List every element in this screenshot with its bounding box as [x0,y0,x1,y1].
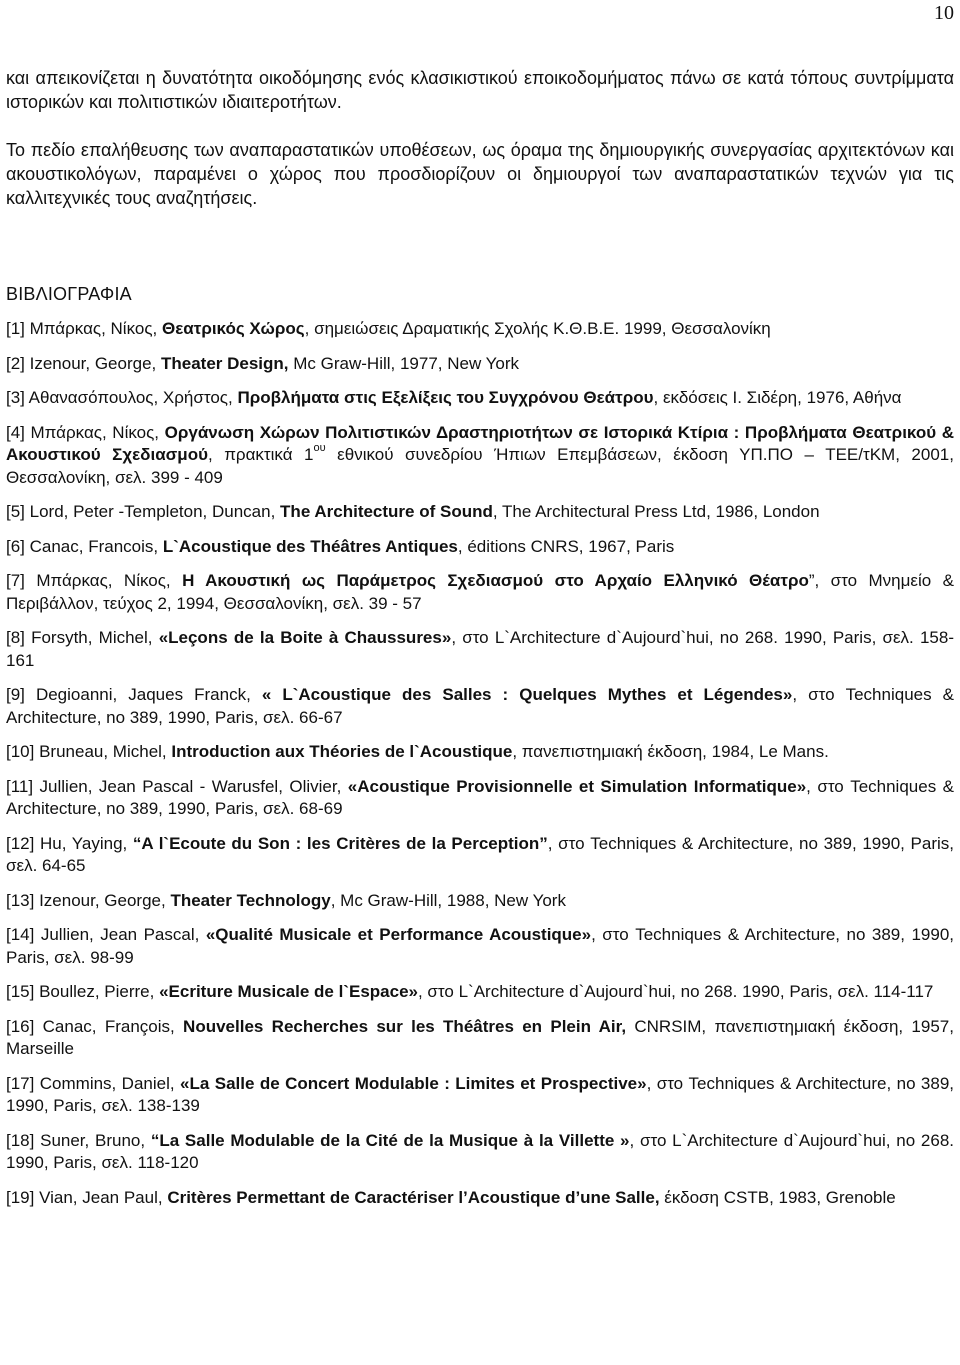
reference-text: [13] Izenour, George, [6,890,171,910]
reference-title: Θεατρικός Χώρος [161,319,305,338]
reference-text: , στο Techniques & Architecture, no 389, 1990, Paris, σελ. 98-99 [6,925,954,967]
reference-title: Οργάνωση Χώρων Πολιτιστικών Δραστηριοτήτων σε Ιστορικά Κτίρια : Προβλήματα Θεατρικού & Ακουστικού Σχεδιασμού [6,422,954,464]
reference-title: The Architecture of Sound [280,502,493,521]
reference-entry [6,684,954,729]
bibliography-list [6,318,954,1221]
reference-text: , σημειώσεις Δραματικής Σχολής Κ.Θ.Β.Ε. 1999, Θεσσαλονίκη [304,319,771,338]
intro-paragraph-1: και απεικονίζεται η δυνατότητα οικοδόμησης ενός κλασικιστικού εποικοδομήματος πάνω σε κατά τόπους συντρίμματα ιστορικών και πολιτιστικών ιδιαιτεροτήτων. [6,68,954,112]
reference-title: «Ecriture Musicale de l`Espace» [159,982,418,1001]
reference-title: «Acoustique Provisionnelle et Simulation Informatique» [347,776,807,796]
reference-entry [6,1130,954,1175]
reference-title: Theater Technology [170,890,331,910]
reference-title: “La Salle Modulable de la Cité de la Musique à la Villette » [150,1130,630,1150]
reference-entry [6,890,954,913]
reference-title: Nouvelles Recherches sur les Théâtres en Plein Air, [183,1016,627,1036]
reference-entry [6,627,954,672]
reference-entry [6,387,954,410]
reference-superscript: ου [313,442,326,455]
reference-text: [19] Vian, Jean Paul, [6,1187,168,1207]
reference-text: [15] Boullez, Pierre, [6,982,160,1001]
reference-entry [6,570,954,615]
reference-text: [11] Jullien, Jean Pascal - Warusfel, Olivier, [6,776,348,796]
reference-text: [5] Lord, Peter -Templeton, Duncan, [6,502,281,521]
reference-text: [4] Μπάρκας, Νίκος, [6,422,165,442]
reference-entry [6,981,954,1004]
reference-title: Η Ακουστική ως Παράμετρος Σχεδιασμού στο Αρχαίο Ελληνικό Θέατρο [182,571,809,590]
reference-text: [18] Suner, Bruno, [6,1130,151,1150]
reference-text: CNRSIM, πανεπιστημιακή έκδοση, 1957, Marseille [6,1016,954,1058]
page-number: 10 [934,2,954,24]
reference-entry [6,1187,954,1210]
reference-text: , στο L`Architecture d`Aujourd`hui, no 268. 1990, Paris, σελ. 118-120 [6,1130,954,1172]
reference-text: [6] Canac, Francois, [6,536,163,556]
reference-text: , στο Techniques & Architecture, no 389, 1990, Paris, σελ. 138-139 [6,1073,955,1115]
bibliography-heading: ΒΙΒΛΙΟΓΡΑΦΙΑ [6,284,132,304]
reference-text: , στο L`Architecture d`Aujourd`hui, no 268. 1990, Paris, σελ. 158-161 [6,628,954,670]
reference-text: [2] Izenour, George, [6,353,161,373]
reference-title: « L`Acoustique des Salles : Quelques Mythes et Légendes» [261,685,793,704]
intro-paragraph-2: Το πεδίο επαλήθευσης των αναπαραστατικών υποθέσεων, ως όραμα της δημιουργικής συνεργασίας αρχιτεκτόνων και ακουστικολόγων, παραμένει ο χώρος που προσδιορίζουν οι δημιουργοί των αναπαραστατικών τεχνών για τις καλλιτεχνικές τους αναζητήσεις. [6,140,954,208]
reference-text: , στο Techniques & Architecture, no 389, 1990, Paris, σελ. 66-67 [6,685,954,727]
reference-entry [6,741,954,764]
reference-text: [14] Jullien, Jean Pascal, [6,925,206,944]
reference-entry [6,353,954,376]
reference-entry [6,422,954,490]
reference-text: , The Architectural Press Ltd, 1986, London [492,502,820,521]
reference-text: [17] Commins, Daniel, [6,1073,181,1093]
reference-title: Προβλήματα στις Εξελίξεις του Συγχρόνου Θεάτρου [237,388,654,407]
reference-title: «Qualité Musicale et Performance Acoustique» [205,925,592,944]
reference-text: [1] Μπάρκας, Νίκος, [6,319,162,338]
reference-title: Critères Permettant de Caractériser l’Acoustique d’une Salle, [167,1187,660,1207]
reference-text: [9] Degioanni, Jaques Franck, [6,685,262,704]
reference-title: “A l`Ecoute du Son : les Critères de la Perception” [132,833,548,853]
reference-title: L`Acoustique des Théâtres Antiques [162,536,458,556]
reference-title: Theater Design, [160,353,289,373]
reference-entry [6,1016,954,1061]
reference-text: [8] Forsyth, Michel, [6,628,159,647]
reference-entry [6,776,954,821]
reference-text: ”, στο Μνημείο & Περιβάλλον, τεύχος 2, 1994, Θεσσαλονίκη, σελ. 39 - 57 [6,571,954,613]
intro-text [6,66,954,234]
reference-text: , εκδόσεις Ι. Σιδέρη, 1976, Αθήνα [653,388,902,407]
reference-entry [6,536,954,559]
reference-text: , στο L`Architecture d`Aujourd`hui, no 268. 1990, Paris, σελ. 114-117 [417,982,934,1001]
reference-text: έκδοση CSTB, 1983, Grenoble [659,1187,896,1207]
reference-text: [3] Αθανασόπουλος, Χρήστος, [6,388,238,407]
reference-text: [7] Μπάρκας, Νίκος, [6,571,183,590]
reference-text: , πανεπιστημιακή έκδοση, 1984, Le Mans. [512,742,829,761]
reference-text: , πρακτικά 1 [207,445,314,464]
reference-title: Introduction aux Théories de l`Acoustique [171,742,513,761]
reference-text: εθνικού συνεδρίου Ήπιων Επεμβάσεων, έκδοση ΥΠ.ΠΟ – ΤΕΕ/τΚΜ, 2001, Θεσσαλονίκη, σελ. 399 - 409 [6,445,954,487]
reference-entry [6,318,954,341]
reference-text: , Mc Graw-Hill, 1988, New York [330,890,566,910]
reference-text: , στο Techniques & Architecture, no 389, 1990, Paris, σελ. 68-69 [6,776,954,818]
reference-text: Mc Graw-Hill, 1977, New York [288,353,520,373]
reference-text: [12] Hu, Yaying, [6,833,133,853]
reference-entry [6,501,954,524]
reference-text: [16] Canac, François, [6,1016,184,1036]
reference-entry [6,833,954,878]
reference-title: «Leçons de la Boite à Chaussures» [158,628,452,647]
reference-text: , éditions CNRS, 1967, Paris [457,536,675,556]
reference-title: «La Salle de Concert Modulable : Limites et Prospective» [180,1073,647,1093]
reference-entry [6,924,954,969]
reference-entry [6,1073,954,1118]
reference-text: [10] Bruneau, Michel, [6,742,172,761]
reference-text: , στο Techniques & Architecture, no 389, 1990, Paris, σελ. 64-65 [6,833,954,875]
